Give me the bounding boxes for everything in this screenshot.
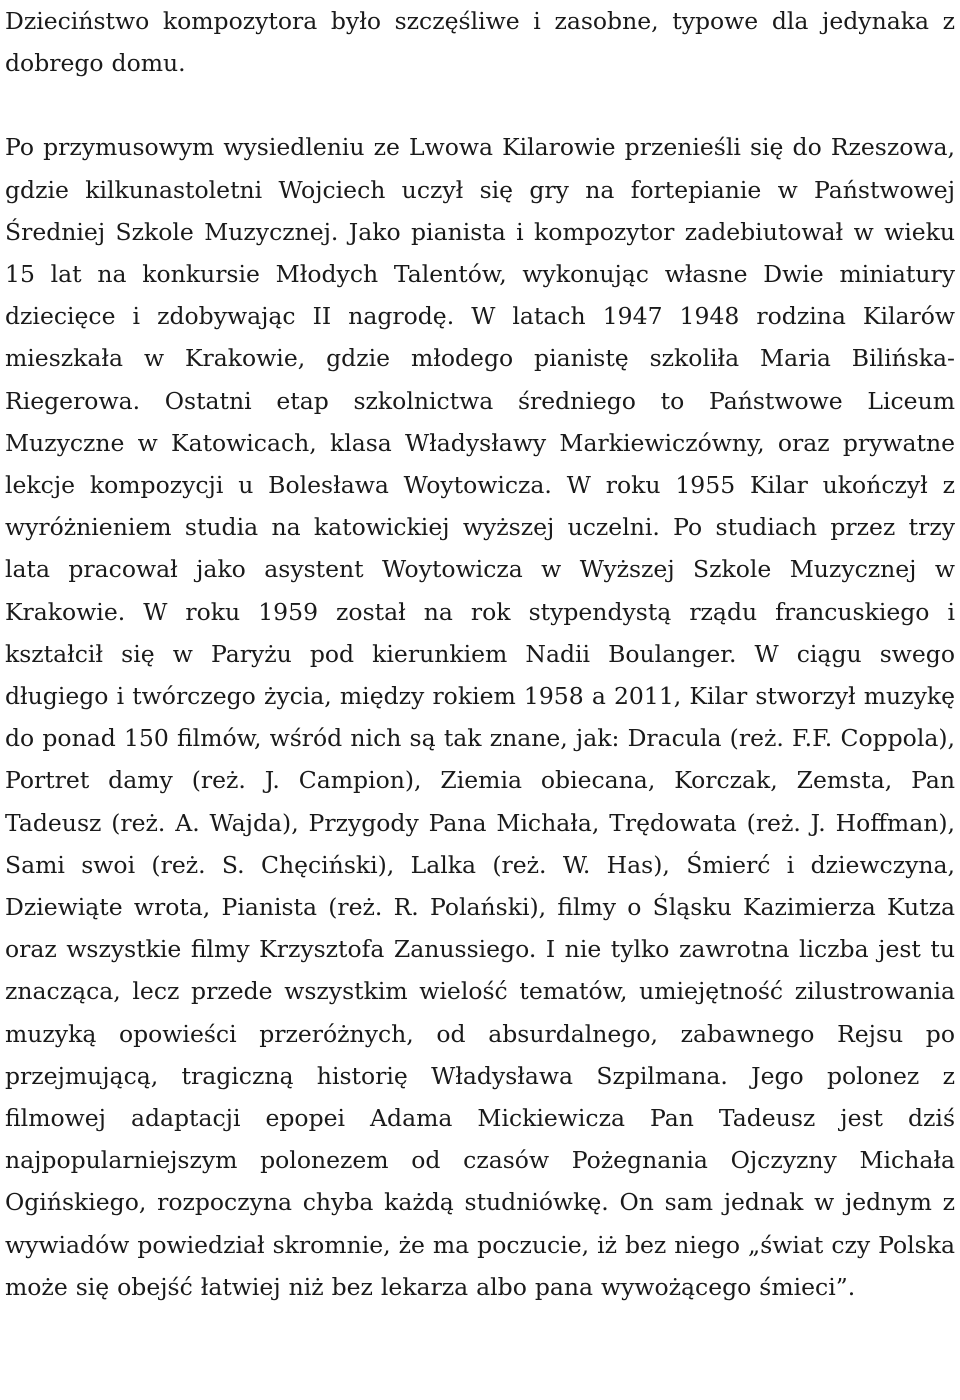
paragraph-biography: Po przymusowym wysiedleniu ze Lwowa Kilarowie przenieśli się do Rzeszowa, gdzie kilkunastoletni Wojciech uczył się gry na fortepianie w Państwowej Średniej Szkole Muzycznej. Jako pianista i kompozytor zadebiutował w wieku 15 lat na konkursie Młodych Talentów, wykonując własne Dwie miniatury dziecięce i zdobywając II nagrodę. W latach 1947 1948 rodzina Kilarów mieszkała w Krakowie, gdzie młodego pianistę szkoliła Maria Bilińska-Riegerowa. Ostatni etap szkolnictwa średniego to Państwowe Liceum Muzyczne w Katowicach, klasa Władysławy Markiewiczówny, oraz prywatne lekcje kompozycji u Bolesława Woytowicza. W roku 1955 Kilar ukończył z wyróżnieniem studia na katowickiej wyższej uczelni. Po studiach przez trzy lata pracował jako asystent Woytowicza w Wyższej Szkole Muzycznej w Krakowie. W roku 1959 został na rok stypendystą rządu francuskiego i kształcił się w Paryżu pod kierunkiem Nadii Boulanger. W ciągu swego długiego i twórczego życia, między rokiem 1958 a 2011, Kilar stworzył muzykę do ponad 150 filmów, wśród nich są tak znane, jak: Dracula (reż. F.F. Coppola), Portret damy (reż. J. Campion), Ziemia obiecana, Korczak, Zemsta, Pan Tadeusz (reż. A. Wajda), Przygody Pana Michała, Trędowata (reż. J. Hoffman), Sami swoi (reż. S. Chęciński), Lalka (reż. W. Has), Śmierć i dziewczyna, Dziewiąte wrota, Pianista (reż. R. Polański), filmy o Śląsku Kazimierza Kutza oraz wszystkie filmy Krzysztofa Zanussiego. I nie tylko zawrotna liczba jest tu znacząca, lecz przede wszystkim wielość tematów, umiejętność zilustrowania muzyką opowieści przeróżnych, od absurdalnego, zabawnego Rejsu po przejmującą, tragiczną historię Władysława Szpilmana. Jego polonez z filmowej adaptacji epopei Adama Mickiewicza Pan Tadeusz jest dziś najpopularniejszym polonezem od czasów Pożegnania Ojczyzny Michała Ogińskiego, rozpoczyna chyba każdą studniówkę. On sam jednak w jednym z wywiadów powiedział skromnie, że ma poczucie, iż bez niego „świat czy Polska może się obejść łatwiej niż bez lekarza albo pana wywożącego śmieci”.: [5, 133, 955, 1301]
paragraph-childhood: Dzieciństwo kompozytora było szczęśliwe i zasobne, typowe dla jedynaka z dobrego domu.: [5, 7, 955, 78]
document-page: [5, 0, 955, 1308]
